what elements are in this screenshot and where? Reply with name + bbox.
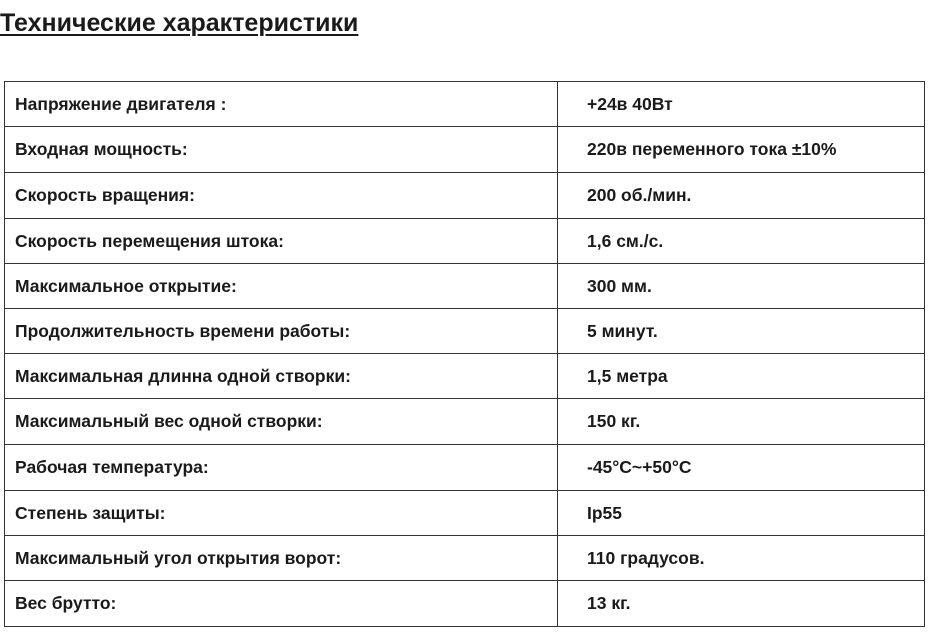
spec-row-rotation-speed <box>5 173 925 219</box>
spec-label: Максимальный угол открытия ворот: <box>5 536 558 581</box>
spec-label: Максимальная длинна одной створки: <box>5 354 558 399</box>
spec-label: Вес брутто: <box>5 581 558 627</box>
spec-value: 5 минут. <box>558 309 925 354</box>
spec-label: Рабочая температура: <box>5 445 558 491</box>
spec-row-max-leaf-length <box>5 354 925 399</box>
spec-value: 200 об./мин. <box>558 173 925 219</box>
spec-row-rod-speed <box>5 219 925 264</box>
spec-label: Скорость вращения: <box>5 173 558 219</box>
spec-row-input-power <box>5 127 925 173</box>
specifications-table <box>4 81 925 627</box>
spec-row-operating-temperature <box>5 445 925 491</box>
spec-row-protection-class <box>5 491 925 536</box>
spec-label: Скорость перемещения штока: <box>5 219 558 264</box>
spec-row-gross-weight <box>5 581 925 627</box>
spec-value: 1,5 метра <box>558 354 925 399</box>
spec-row-motor-voltage <box>5 82 925 127</box>
spec-label: Входная мощность: <box>5 127 558 173</box>
spec-label: Напряжение двигателя : <box>5 82 558 127</box>
page-title: Технические характеристики <box>0 9 359 37</box>
spec-row-operating-duration <box>5 309 925 354</box>
spec-value: 13 кг. <box>558 581 925 627</box>
spec-value: 150 кг. <box>558 399 925 445</box>
spec-value: Ip55 <box>558 491 925 536</box>
spec-value: 1,6 см./с. <box>558 219 925 264</box>
spec-row-max-leaf-weight <box>5 399 925 445</box>
spec-value: 110 градусов. <box>558 536 925 581</box>
spec-label: Степень защиты: <box>5 491 558 536</box>
spec-row-max-opening <box>5 264 925 309</box>
spec-label: Максимальный вес одной створки: <box>5 399 558 445</box>
spec-row-max-opening-angle <box>5 536 925 581</box>
spec-label: Максимальное открытие: <box>5 264 558 309</box>
spec-label: Продолжительность времени работы: <box>5 309 558 354</box>
spec-value: -45°C~+50°C <box>558 445 925 491</box>
spec-value: 300 мм. <box>558 264 925 309</box>
spec-value: 220в переменного тока ±10% <box>558 127 925 173</box>
spec-value: +24в 40Вт <box>558 82 925 127</box>
